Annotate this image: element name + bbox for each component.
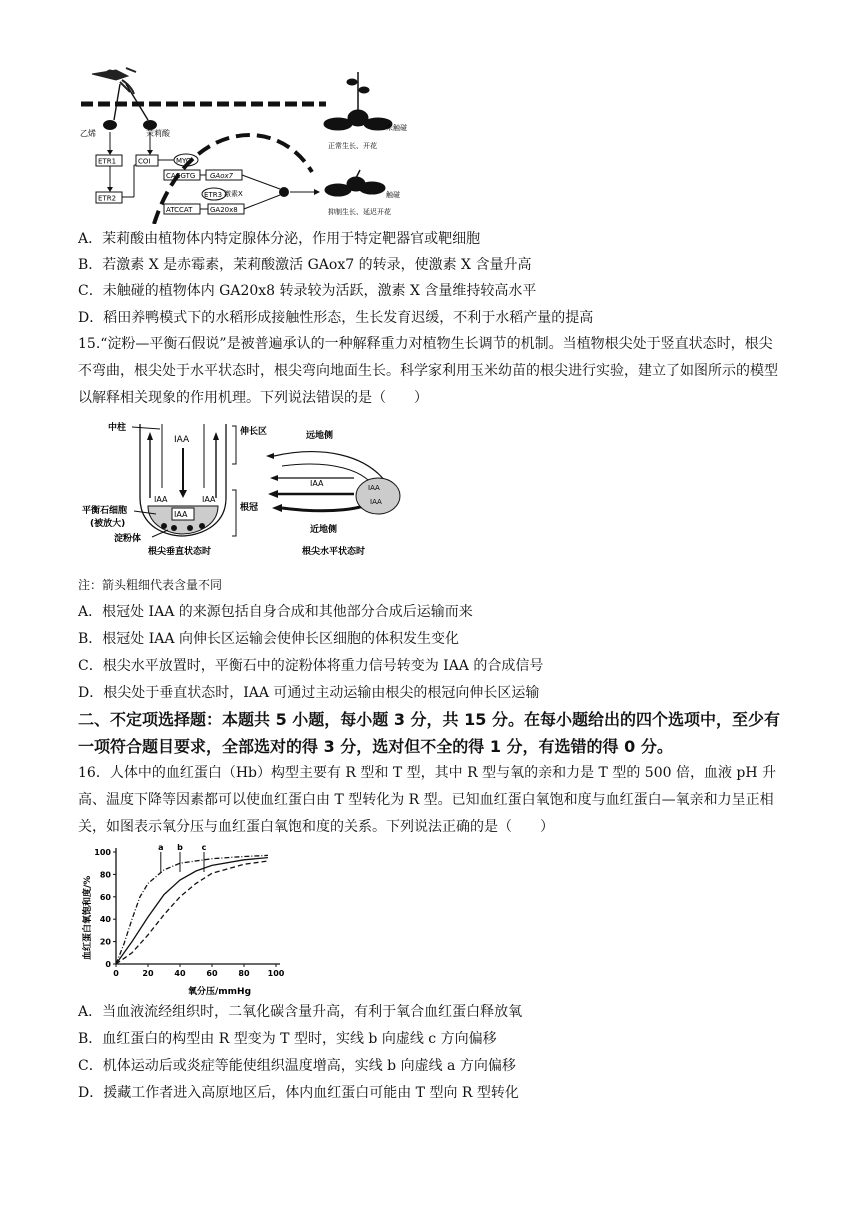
ga20x8-box: GA20x8 (210, 206, 238, 214)
x-tick-label: 60 (206, 969, 218, 978)
y-tick-label: 100 (94, 848, 111, 857)
elongation-zone-label (240, 425, 267, 437)
iaa-label-top: IAA (174, 435, 190, 445)
section2-heading: 二、不定项选择题：本题共 5 小题，每小题 3 分，共 15 分。在每小题给出的四个选项中，至少有一项符合题目要求，全部选对的得 3 分，选对但不全的得 1 分，有选错的得 0 分。 (78, 710, 780, 756)
x-axis-label: 氧分压/mmHg (188, 987, 252, 997)
myc-oval: MYC (176, 157, 191, 165)
q14-option-b: B．若激素 X 是赤霉素，茉莉酸激活 GAox7 的转录，使激素 X 含量升高 (78, 257, 532, 273)
oxygen-saturation-chart (78, 842, 298, 1002)
q15-option-a: A．根冠处 IAA 的来源包括自身合成和其他部分合成后运输而来 (78, 604, 473, 620)
enlarged-label: (被放大) (90, 519, 126, 529)
normal-growth-label: 正常生长、开花 (328, 142, 377, 150)
y-tick-label: 60 (99, 892, 111, 902)
x-tick-label: 20 (142, 969, 154, 978)
q16-option-b: B．血红蛋白的构型由 R 型变为 T 型时，实线 b 向虚线 c 方向偏移 (78, 1031, 497, 1047)
etr2-box: ETR2 (98, 194, 117, 203)
x-tick-label: 0 (113, 969, 119, 978)
far-side-label: 远地侧 (306, 431, 334, 441)
ethylene-blob (103, 120, 117, 130)
etr1-box: ETR1 (98, 157, 117, 166)
q15-stem: 15.“淀粉—平衡石假说”是被普遍承认的一种解释重力对植物生长调节的机制。当植物根尖处于竖直状态时，根尖不弯曲，根尖处于水平状态时，根尖弯向地面生长。科学家利用玉米幼苗的根尖进行实验，建立了如图所示的模型以解释相关现象的作用机理。下列说法错误的是（ ） (78, 336, 778, 406)
atccat-box: ATCCAT (166, 206, 193, 214)
hormone-pathway-diagram (76, 62, 426, 224)
elongation-zone-text: 伸长区 (240, 427, 268, 437)
untouched-plant-icon (324, 72, 392, 130)
hormone-x-label: 激素X (224, 190, 243, 198)
q14-option-a: A．茉莉酸由植物体内特定腺体分泌，作用于特定靶器官或靶细胞 (78, 231, 481, 247)
q16-option-a: A．当血液流经组织时，二氧化碳含量升高，有利于氧合血红蛋白释放氧 (78, 1004, 523, 1020)
q16-stem: 16．人体中的血红蛋白（Hb）构型主要有 R 型和 T 型，其中 R 型与氧的亲和力是 T 型的 500 倍，血液 pH 升高、温度下降等因素都可以使血红蛋白由 T 型转化为 R 型。已知血红蛋白氧饱和度与血红蛋白—氧亲和力呈正相关，如图表示氧分压与血红蛋白氧饱和度的关系。下列说法正确的是（ ） (78, 765, 777, 835)
statocyte-label: 平衡石细胞 (82, 506, 128, 516)
series-line-c (116, 861, 268, 964)
y-axis-label: 血红蛋白氧饱和度/% (83, 875, 93, 960)
root-cap-label: 根冠 (240, 503, 259, 513)
series-line-b (116, 858, 268, 964)
root-tip-diagram (78, 418, 418, 564)
iaa-label-right: IAA (202, 495, 216, 504)
iaa-label-cap-top: IAA (368, 484, 380, 492)
amyloplast-label: 淀粉体 (114, 534, 142, 544)
near-side-label: 近地侧 (310, 525, 338, 535)
not-touched-label: 未触碰 (386, 124, 407, 132)
q15-note: 注：箭头粗细代表含量不同 (78, 578, 223, 592)
q14-option-d: D．稻田养鸭模式下的水稻形成接触性形态，生长发育迟缓，不利于水稻产量的提高 (78, 310, 594, 326)
y-tick-label: 80 (99, 870, 111, 880)
y-tick-label: 0 (105, 960, 111, 969)
zhongzhu-label: 中柱 (108, 423, 127, 433)
q15-option-b: B．根冠处 IAA 向伸长区运输会使伸长区细胞的体积发生变化 (78, 631, 459, 647)
iaa-label-left: IAA (154, 495, 168, 504)
q15-option-c: C．根尖水平放置时，平衡石中的淀粉体将重力信号转变为 IAA 的合成信号 (78, 658, 544, 674)
y-tick-label: 40 (99, 915, 111, 925)
q16-option-c: C．机体运动后或炎症等能使组织温度增高，实线 b 向虚线 a 方向偏移 (78, 1058, 516, 1074)
series-label-c: c (201, 843, 207, 852)
q14-option-c: C．未触碰的植物体内 GA20x8 转录较为活跃，激素 X 含量维持较高水平 (78, 283, 537, 299)
jasmonic-acid-label: 茉莉酸 (146, 129, 170, 138)
touched-label: 触碰 (386, 191, 400, 199)
iaa-label-horizontal: IAA (310, 479, 324, 488)
horizontal-caption: 根尖水平状态时 (302, 547, 366, 557)
iaa-label-center: IAA (174, 510, 188, 519)
vertical-caption: 根尖垂直状态时 (148, 547, 212, 557)
inhibited-growth-label: 抑制生长、延迟开花 (328, 208, 391, 216)
coi-box: COI (138, 157, 151, 166)
series-line-a (116, 855, 268, 964)
y-tick-label: 20 (99, 937, 111, 947)
cacgtg-box: CACGTG (166, 172, 196, 180)
x-tick-label: 100 (267, 969, 285, 978)
touched-plant-icon (325, 170, 385, 196)
q15-option-d: D．根尖处于垂直状态时，IAA 可通过主动运输由根尖的根冠向伸长区运输 (78, 685, 540, 701)
q16-option-d: D．援藏工作者进入高原地区后，体内血红蛋白可能由 T 型向 R 型转化 (78, 1085, 519, 1101)
ethylene-label: 乙烯 (80, 129, 96, 138)
series-label-a: a (158, 843, 164, 852)
x-tick-label: 40 (174, 969, 186, 978)
gaox7-box: GAox7 (210, 172, 234, 180)
iaa-label-cap-bottom: IAA (370, 498, 382, 506)
etr3-oval: ETR3 (204, 191, 223, 199)
x-tick-label: 80 (238, 969, 250, 978)
series-label-b: b (177, 843, 183, 852)
